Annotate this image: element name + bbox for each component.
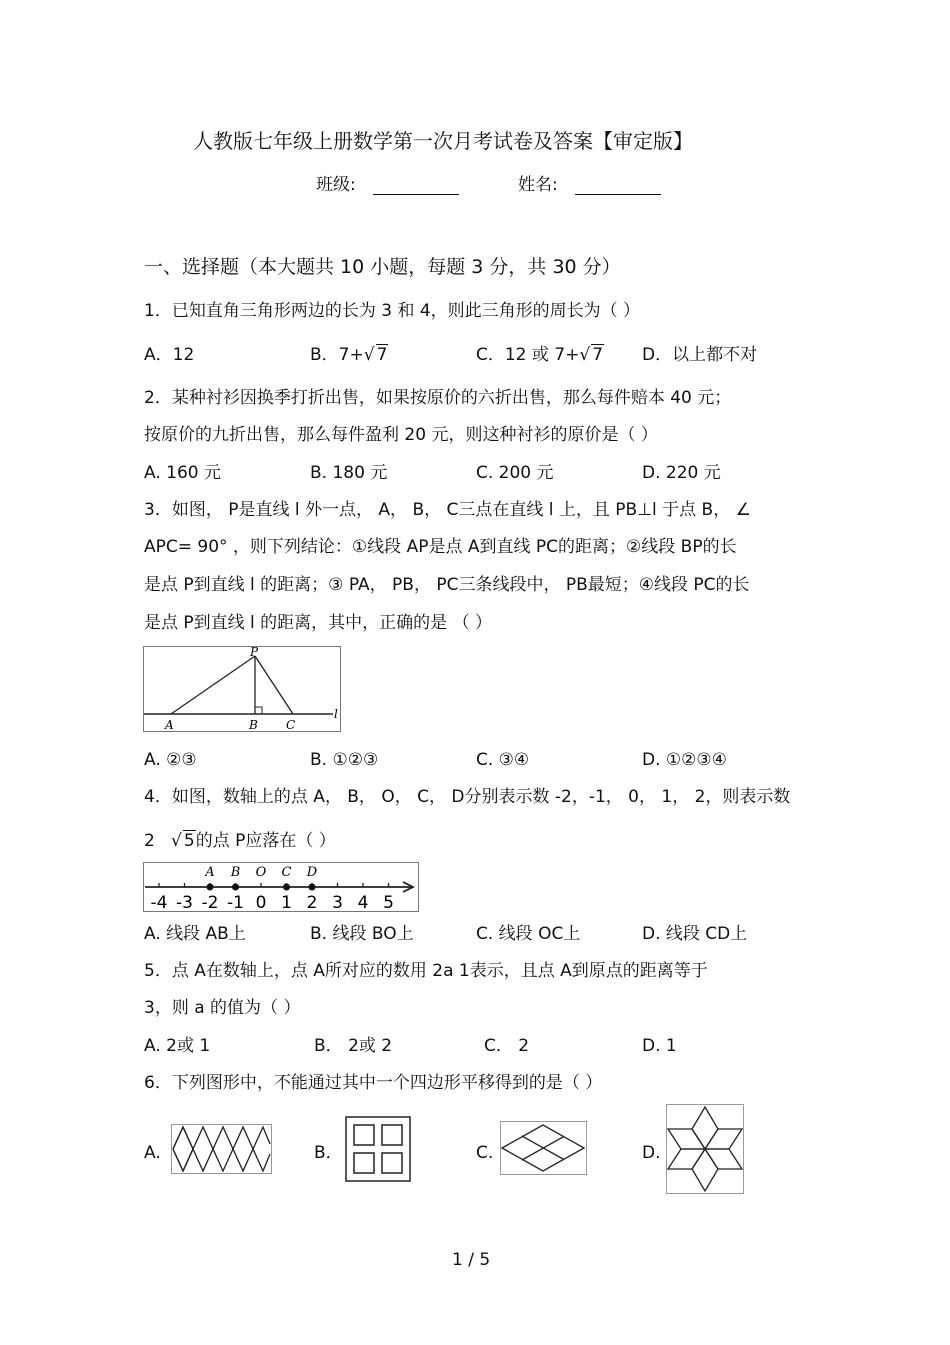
label-l: l — [334, 707, 338, 721]
point-label: B — [230, 865, 241, 880]
axis-tick-label: -4 — [150, 893, 168, 912]
q5-option-a: A. 2或 1 — [144, 1036, 211, 1056]
sqrt-symbol: √ 7 — [579, 345, 604, 365]
q1-option-c-text: C．12 或 7+ — [476, 345, 580, 365]
point-dot — [309, 884, 316, 891]
q5-line2: 3，则 a 的值为（ ） — [144, 998, 301, 1018]
q4-option-c: C. 线段 OC上 — [476, 924, 581, 944]
q5-option-d: D. 1 — [642, 1036, 677, 1056]
q6-figure-b — [344, 1115, 412, 1183]
axis-tick-label: -2 — [201, 893, 219, 912]
q3-line3: 是点 P到直线 l 的距离；③ PA， PB， PC三条线段中， PB最短；④线段 PC的长 — [144, 575, 750, 595]
square-shape — [382, 1153, 402, 1173]
q3-option-a: A. ②③ — [144, 750, 197, 770]
page-number: 1 / 5 — [452, 1250, 491, 1270]
q1-option-a: A．12 — [144, 345, 195, 365]
q4-line2-prefix: 2 — [144, 831, 155, 851]
q4-option-b: B. 线段 BO上 — [310, 924, 414, 944]
q2-option-c: C. 200 元 — [476, 463, 554, 483]
q6-option-b-label: B． — [314, 1143, 343, 1163]
axis-tick-label: 0 — [255, 893, 267, 912]
axis-tick-label: 5 — [383, 893, 394, 912]
point-dot — [232, 884, 239, 891]
inner-line — [522, 1137, 563, 1160]
point-label: C — [281, 865, 292, 880]
star-rhombus — [668, 1129, 705, 1149]
sqrt-symbol: √ 5 — [171, 831, 195, 851]
segment-ap — [171, 656, 255, 714]
q5-option-c: C． 2 — [484, 1036, 530, 1056]
q3-option-b: B. ①②③ — [310, 750, 379, 770]
axis-tick-label: -3 — [176, 893, 193, 912]
star-rhombus — [668, 1149, 705, 1169]
point-dot — [207, 884, 214, 891]
page-title: 人教版七年级上册数学第一次月考试卷及答案【审定版】 — [193, 129, 693, 153]
q4-option-a: A. 线段 AB上 — [144, 924, 246, 944]
axis-tick-label: 4 — [357, 893, 369, 912]
label-c: C — [286, 718, 296, 732]
q1-option-c — [476, 345, 604, 365]
q4-line1: 4．如图，数轴上的点 A， B， O， C， D分别表示数 -2，-1， 0， 1， 2，则表示数 — [144, 787, 791, 807]
label-b: B — [249, 718, 258, 732]
q2-option-a: A. 160 元 — [144, 463, 221, 483]
q3-line4: 是点 P到直线 l 的距离，其中，正确的是 （ ） — [144, 613, 492, 633]
label-a: A — [165, 718, 174, 732]
radicand: 7 — [376, 345, 388, 365]
point-label: A — [205, 865, 215, 880]
radicand: 5 — [183, 831, 195, 851]
axis-tick-label: 3 — [332, 893, 343, 912]
zigzag-bottom — [173, 1149, 270, 1171]
label-p: P — [250, 646, 259, 659]
q5-line1: 5．点 A在数轴上，点 A所对应的数用 2a 1表示，且点 A到原点的距离等于 — [144, 961, 708, 981]
q2-option-d: D. 220 元 — [642, 463, 721, 483]
square-shape — [354, 1125, 374, 1145]
star-rhombus — [705, 1129, 742, 1149]
segment-pc — [255, 656, 293, 714]
q2-line2: 按原价的九折出售，那么每件盈利 20 元，则这种衬衫的原价是（ ） — [144, 425, 658, 445]
axis-tick-label: 1 — [281, 893, 292, 912]
q3-option-c: C. ③④ — [476, 750, 530, 770]
q4-number-line — [143, 862, 419, 912]
section-heading: 一、选择题（本大题共 10 小题，每题 3 分，共 30 分） — [144, 256, 621, 278]
q1-option-b-text: B．7+ — [310, 345, 364, 365]
q3-figure — [143, 646, 341, 732]
q3-line1: 3．如图， P是直线 l 外一点， A， B， C三点在直线 l 上，且 PB⊥l 于点 B， ∠ — [144, 500, 751, 520]
point-label: D — [306, 865, 318, 880]
q1-option-b — [310, 345, 388, 365]
q4-option-d: D. 线段 CD上 — [642, 924, 748, 944]
square-shape — [382, 1125, 402, 1145]
point-label: O — [255, 865, 267, 880]
right-angle-mark — [255, 707, 262, 714]
class-field[interactable] — [373, 176, 459, 195]
inner-line — [522, 1136, 563, 1159]
star-rhombus — [692, 1149, 718, 1191]
class-label: 班级: — [316, 175, 356, 195]
zigzag-top — [173, 1127, 270, 1149]
axis-tick-label: -1 — [227, 893, 244, 912]
outer-square — [346, 1117, 410, 1181]
q2-line1: 2．某种衬衫因换季打折出售，如果按原价的六折出售，那么每件赔本 40 元； — [144, 388, 732, 408]
star-rhombus — [705, 1149, 742, 1169]
q6-option-c-label: C. — [476, 1143, 494, 1163]
name-field[interactable] — [575, 176, 661, 195]
radicand: 7 — [592, 345, 604, 365]
q6-option-a-label: A. — [144, 1143, 161, 1163]
q6-option-d-label: D. — [642, 1143, 661, 1163]
rhombus-shape — [173, 1127, 193, 1171]
q1-stem: 1．已知直角三角形两边的长为 3 和 4，则此三角形的周长为（ ） — [144, 301, 641, 321]
q6-figure-a — [171, 1124, 272, 1174]
name-label: 姓名: — [518, 175, 558, 195]
sqrt-symbol: √ 7 — [363, 345, 388, 365]
star-rhombus — [692, 1107, 718, 1149]
q6-figure-d — [666, 1104, 744, 1194]
q4-line2-suffix: 的点 P应落在（ ） — [195, 831, 336, 851]
q4-line2 — [144, 831, 336, 851]
q6-figure-c — [500, 1121, 587, 1175]
square-shape — [354, 1153, 374, 1173]
q3-option-d: D. ①②③④ — [642, 750, 727, 770]
point-dot — [283, 884, 290, 891]
q2-option-b: B. 180 元 — [310, 463, 388, 483]
q6-stem: 6．下列图形中，不能通过其中一个四边形平移得到的是（ ） — [144, 1073, 603, 1093]
q1-option-d: D．以上都不对 — [642, 345, 758, 365]
q5-option-b: B． 2或 2 — [314, 1036, 393, 1056]
axis-tick-label: 2 — [306, 893, 318, 912]
q3-line2: APC= 90° ，则下列结论：①线段 AP是点 A到直线 PC的距离；②线段 BP的长 — [144, 537, 737, 557]
